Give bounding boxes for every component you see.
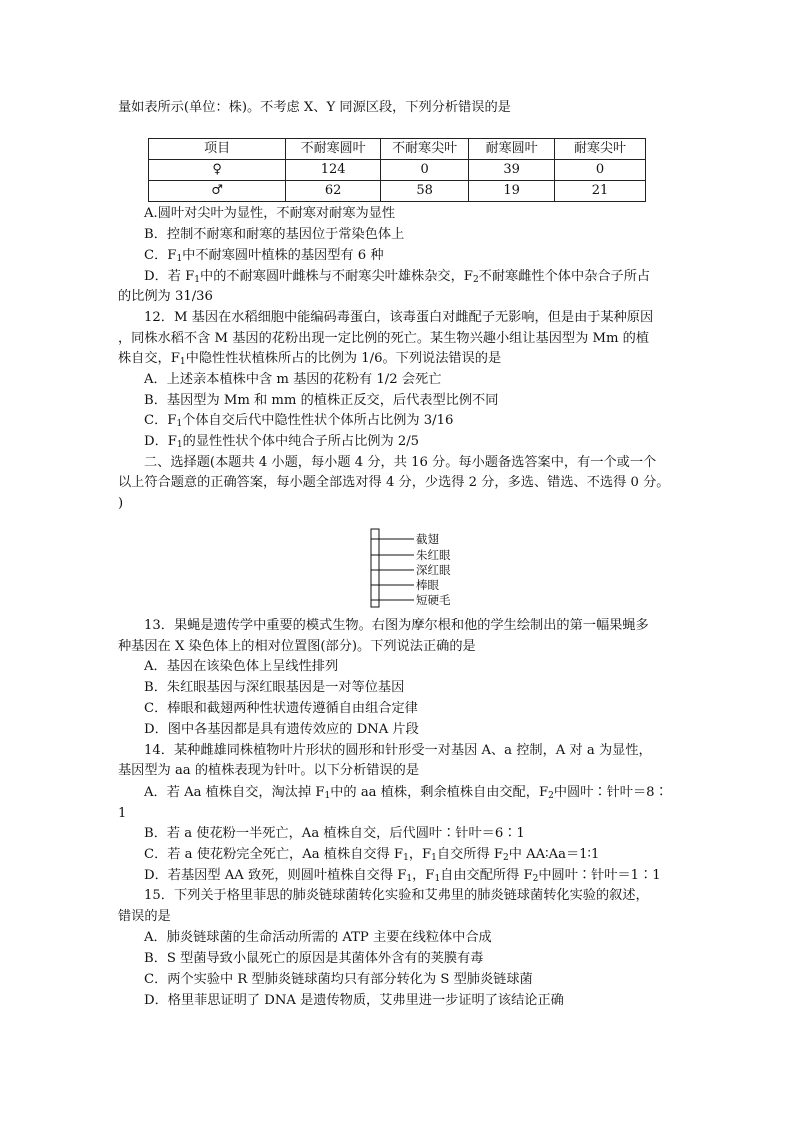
q12-stem-cont: 株自交，$F_1$中隐性性状植株所占的比例为 1/6。下列说法错误的是 [118, 351, 502, 367]
table-cell: ♀ [149, 160, 286, 181]
gene-label: 短硬毛 [416, 593, 451, 607]
q15-stem-cont: 错误的是 [118, 909, 171, 924]
q14-option-a-cont: 1 [118, 806, 127, 821]
q12-stem-cont: ，同株水稻不含 M 基因的花粉出现一定比例的死亡。某生物兴趣小组让基因型为 Mm 的植 [118, 331, 650, 346]
q11-option-d-cont: 的比例为 31/36 [118, 289, 213, 304]
table-header-cell: 耐寒圆叶 [469, 139, 555, 160]
q13-stem-cont: 种基因在 X 染色体上的相对位置图(部分)。下列说法正确的是 [118, 639, 476, 654]
table-row [149, 160, 646, 181]
results-table [148, 138, 646, 202]
table-header-row [149, 139, 646, 160]
table-header-cell: 不耐寒圆叶 [286, 139, 381, 160]
q13-option-a: A．基因在该染色体上呈线性排列 [144, 659, 339, 674]
table-header-cell: 项目 [149, 139, 286, 160]
q13-option-b: B．朱红眼基因与深红眼基因是一对等位基因 [144, 680, 405, 695]
section-heading: 二、选择题(本题共 4 小题，每小题 4 分，共 16 分。每小题备选答案中，有一个或一个 [144, 455, 657, 470]
q14-option-a: A．若 Aa 植株自交，淘汰掉 $F_1$中的 aa 植株，剩余植株自由交配，$F_2$中圆叶∶针叶＝8∶ [144, 785, 668, 801]
q14-stem-cont: 基因型为 aa 的植株表现为针叶。以下分析错误的是 [118, 763, 420, 778]
q12-option-d: D．$F_1$的显性性状个体中纯合子所占比例为 2/5 [144, 434, 420, 450]
q14-option-b: B．若 a 使花粉一半死亡，Aa 植株自交，后代圆叶∶针叶＝6∶1 [144, 826, 525, 841]
q13-stem: 13．果蝇是遗传学中重要的模式生物。右图为摩尔根和他的学生绘制出的第一幅果蝇多 [144, 618, 649, 633]
q15-option-b: B．S 型菌导致小鼠死亡的原因是其菌体外含有的荚膜有毒 [144, 951, 484, 966]
gene-label: 深红眼 [416, 563, 451, 577]
gene-label: 截翅 [416, 532, 439, 546]
q11-option-c: C．$F_1$中不耐寒圆叶植株的基因型有 6 种 [144, 248, 384, 264]
section-heading-close: ) [118, 496, 124, 511]
table-header-cell: 耐寒尖叶 [555, 139, 646, 160]
table-cell: 39 [469, 160, 555, 181]
q13-option-c: C．棒眼和截翅两种性状遗传遵循自由组合定律 [144, 701, 418, 716]
q13-option-d: D．图中各基因都是具有遗传效应的 DNA 片段 [144, 722, 419, 737]
q11-option-d: D．若 $F_1$中的不耐寒圆叶雌株与不耐寒尖叶雄株杂交，$F_2$不耐寒雌性个体中杂合子所占 [144, 269, 651, 285]
q11-option-a: A.圆叶对尖叶为显性，不耐寒对耐寒为显性 [144, 206, 396, 221]
section-heading-cont: 以上符合题意的正确答案，每小题全部选对得 4 分，少选得 2 分，多选、错选、不选得 0 分。 [118, 475, 670, 490]
q15-option-c: C．两个实验中 R 型肺炎链球菌均只有部分转化为 S 型肺炎链球菌 [144, 972, 533, 987]
q12-stem: 12．M 基因在水稻细胞中能编码毒蛋白，该毒蛋白对雌配子无影响，但是由于某种原因 [144, 310, 654, 325]
chromosome-gene-map [366, 528, 466, 614]
q15-stem: 15．下列关于格里菲思的肺炎链球菌转化实验和艾弗里的肺炎链球菌转化实验的叙述， [144, 888, 649, 903]
q12-option-c: C．$F_1$个体自交后代中隐性性状个体所占比例为 3/16 [144, 413, 454, 429]
q12-option-a: A．上述亲本植株中含 m 基因的花粉有 1/2 会死亡 [144, 372, 442, 387]
question-intro-line: 量如表所示(单位：株)。不考虑 X、Y 同源区段，下列分析错误的是 [118, 100, 511, 115]
table-row [149, 181, 646, 202]
q15-option-a: A．肺炎链球菌的生命活动所需的 ATP 主要在线粒体中合成 [144, 930, 492, 945]
q14-option-d: D．若基因型 AA 致死，则圆叶植株自交得 $F_1$，$F_1$自由交配所得 $F_2$中圆叶∶针叶＝1∶1 [144, 868, 661, 884]
table-cell: 21 [555, 181, 646, 202]
table-cell: ♂ [149, 181, 286, 202]
table-cell: 19 [469, 181, 555, 202]
table-header-cell: 不耐寒尖叶 [381, 139, 469, 160]
table-cell: 62 [286, 181, 381, 202]
table-cell: 124 [286, 160, 381, 181]
q11-option-b: B．控制不耐寒和耐寒的基因位于常染色体上 [144, 227, 405, 242]
q14-stem: 14．某种雌雄同株植物叶片形状的圆形和针形受一对基因 A、a 控制，A 对 a 为显性， [144, 743, 652, 758]
table-cell: 0 [555, 160, 646, 181]
table-cell: 58 [381, 181, 469, 202]
q12-option-b: B．基因型为 Mm 和 mm 的植株正反交，后代表型比例不同 [144, 393, 499, 408]
gene-label: 朱红眼 [416, 548, 451, 562]
q14-option-c: C．若 a 使花粉完全死亡，Aa 植株自交得 $F_1$，$F_1$自交所得 $F_2$中 AA∶Aa＝1∶1 [144, 847, 600, 863]
q15-option-d: D．格里菲思证明了 DNA 是遗传物质，艾弗里进一步证明了该结论正确 [144, 993, 564, 1008]
table-cell: 0 [381, 160, 469, 181]
gene-label: 棒眼 [416, 578, 439, 592]
